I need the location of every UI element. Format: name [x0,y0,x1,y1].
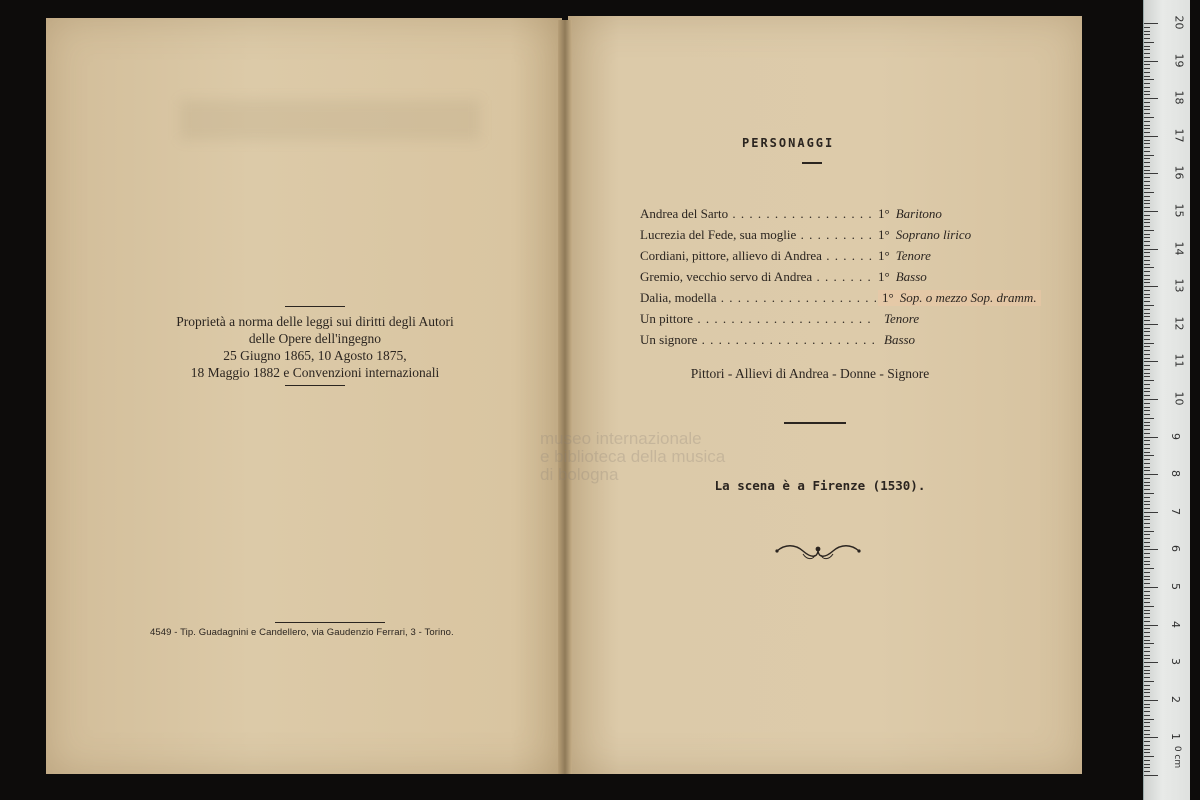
ruler-tick [1144,140,1150,141]
ruler-tick [1144,31,1150,32]
cast-row [640,269,1060,290]
ruler-tick [1144,538,1150,539]
cast-heading: PERSONAGGI [742,136,835,150]
ruler-tick [1144,583,1150,584]
ruler-tick [1144,211,1158,212]
ruler-tick [1144,143,1150,144]
ruler-tick [1144,155,1154,156]
ruler-tick [1144,707,1150,708]
ruler-tick [1144,151,1150,152]
ruler-tick [1144,267,1154,268]
ruler-tick [1144,200,1150,201]
ruler-number: 1 [1169,733,1182,741]
ruler-tick [1144,125,1150,126]
ruler-tick [1144,542,1150,543]
ruler-tick [1144,136,1158,137]
ruler-tick [1144,38,1150,39]
ruler-tick [1144,425,1150,426]
ruler-tick [1144,658,1150,659]
ruler-tick [1144,613,1150,614]
ruler-tick [1144,610,1150,611]
ruler-tick [1144,722,1150,723]
ruler-tick [1144,42,1154,43]
cast-role: Dalia, modella . . . [640,290,876,306]
voice-ordinal: 1° [878,206,890,221]
ruler-tick [1144,595,1150,596]
ruler-tick [1144,147,1150,148]
heading-rule [802,162,822,164]
scene-setting: La scena è a Firenze (1530). [714,478,926,493]
ruler-tick [1144,767,1150,768]
ruler-tick [1144,275,1150,276]
ruler-tick [1144,433,1150,434]
ruler-unit: 0 cm [1172,745,1183,769]
ruler-tick [1144,132,1150,133]
ruler-number: 17 [1172,128,1186,143]
cast-role: Cordiani, pittore, allievo di Andrea . . . [640,248,876,264]
ruler-tick [1144,418,1154,419]
voice-type: Tenore [884,311,920,326]
ruler-tick [1144,628,1150,629]
ruler-tick [1144,734,1150,735]
cast-row [640,206,1060,227]
ruler-tick [1144,297,1150,298]
ruler-tick [1144,91,1150,92]
cast-voice [878,332,915,348]
ruler-number: 2 [1169,695,1182,703]
watermark-line: e biblioteca della musica [540,447,726,466]
voice-type: Basso [884,332,916,347]
ruler-number: 15 [1172,203,1186,218]
ruler-tick [1144,23,1158,24]
ruler-tick [1144,109,1150,110]
ruler-number: 3 [1169,658,1182,666]
ruler-tick [1144,222,1150,223]
ruler-number: 18 [1172,90,1186,105]
ruler-tick [1144,181,1150,182]
ruler-tick [1144,226,1150,227]
ruler-tick [1144,309,1150,310]
ruler-tick [1144,271,1150,272]
book-gutter [558,20,572,774]
ruler-tick [1144,640,1150,641]
ruler-tick [1144,320,1150,321]
ruler-number: 9 [1169,432,1182,440]
ruler-tick [1144,286,1158,287]
printer-imprint [150,622,510,638]
ruler-tick [1144,313,1150,314]
ruler-tick [1144,414,1150,415]
ruler-tick [1144,358,1150,359]
ruler-tick [1144,46,1150,47]
ruler-tick [1144,655,1150,656]
ruler-tick [1144,331,1150,332]
ruler-tick [1144,429,1150,430]
rights-line: 25 Giugno 1865, 10 Agosto 1875, [223,348,407,363]
cast-row [640,290,1060,311]
ruler-tick [1144,557,1150,558]
ruler-number: 20 [1172,15,1186,30]
cast-row [640,311,1060,332]
ruler-tick [1144,572,1150,573]
ruler-tick [1144,343,1154,344]
ruler-tick [1144,76,1150,77]
ruler-tick [1144,106,1150,107]
ruler-tick [1144,741,1150,742]
voice-ordinal: 1° [878,227,890,242]
fleuron-ornament-icon [773,540,863,562]
ruler-tick [1144,501,1150,502]
ruler-number: 4 [1169,620,1182,628]
ruler-tick [1144,79,1154,80]
ruler-number: 10 [1172,391,1186,406]
voice-ordinal: 1° [882,290,894,305]
ruler-tick [1144,685,1150,686]
ruler-tick [1144,282,1150,283]
ruler-tick [1144,632,1150,633]
rights-rule-top [285,306,345,307]
ruler-tick [1144,516,1150,517]
voice-type: Baritono [895,206,942,221]
ruler-tick [1144,760,1150,761]
ruler-tick [1144,643,1154,644]
ruler-tick [1144,482,1150,483]
ruler-tick [1144,34,1150,35]
ruler-tick [1144,422,1150,423]
ruler-tick [1144,128,1150,129]
ruler-tick [1144,470,1150,471]
ruler-tick [1144,459,1150,460]
ruler-tick [1144,700,1158,701]
ruler-tick [1144,745,1150,746]
ruler-tick [1144,681,1154,682]
ruler-tick [1144,403,1150,404]
rights-line: 18 Maggio 1882 e Convenzioni internazionali [190,365,440,380]
ruler-tick [1144,279,1150,280]
ruler-tick [1144,519,1150,520]
ruler-tick [1144,617,1150,618]
ruler-tick [1144,196,1150,197]
ruler-tick [1144,440,1150,441]
ruler-tick [1144,170,1150,171]
ruler-tick [1144,98,1158,99]
ruler-number: 7 [1169,507,1182,515]
ruler-tick [1144,328,1150,329]
ruler-tick [1144,294,1150,295]
cast-role: Lucrezia del Fede, sua moglie . . . [640,227,876,243]
ruler-tick [1144,245,1150,246]
ruler-tick [1144,290,1150,291]
ruler-tick [1144,764,1150,765]
cast-row [640,227,1060,248]
ruler-tick [1144,407,1150,408]
ruler-tick [1144,64,1150,65]
right-page [568,16,1082,774]
imprint-rule [275,622,385,623]
rights-line: Proprietà a norma delle leggi sui diritti degli Autori [176,314,454,329]
ruler-number: 12 [1172,316,1186,331]
ruler-tick [1144,771,1150,772]
ruler-tick [1144,117,1154,118]
watermark-line: museo internazionale [540,429,702,448]
ruler-tick [1144,756,1154,757]
ruler-tick [1144,376,1150,377]
ruler-tick [1144,203,1150,204]
ruler-tick [1144,737,1158,738]
ruler-tick [1144,27,1150,28]
ruler-tick [1144,651,1150,652]
cast-list [640,206,1060,353]
ruler-number: 8 [1169,470,1182,478]
cast-voice [878,269,927,285]
ruler-tick [1144,113,1150,114]
show-through-smudge [180,100,480,140]
ruler-tick [1144,504,1150,505]
ruler-tick [1144,444,1150,445]
ruler-tick [1144,485,1150,486]
ruler-tick [1144,692,1150,693]
ruler-number: 19 [1172,53,1186,68]
ruler-tick [1144,395,1150,396]
ruler-tick [1144,346,1150,347]
ruler-tick [1144,452,1150,453]
ruler-tick [1144,339,1150,340]
ruler-tick [1144,489,1150,490]
ruler-tick [1144,237,1150,238]
ruler-tick [1144,553,1150,554]
ruler-tick [1144,752,1150,753]
ruler-tick [1144,166,1150,167]
ruler-tick [1144,49,1150,50]
ruler-tick [1144,497,1150,498]
ruler-tick [1144,83,1150,84]
ruler-tick [1144,625,1158,626]
cast-role: Un signore . . . [640,332,876,348]
ruler-tick [1144,391,1150,392]
ruler-tick [1144,512,1158,513]
ruler-tick [1144,719,1154,720]
ruler-tick [1144,467,1150,468]
ruler-tick [1144,87,1150,88]
ruler-tick [1144,670,1150,671]
ruler-tick [1144,621,1150,622]
ruler-tick [1144,508,1150,509]
printer-text: 4549 - Tip. Guadagnini e Candellero, via Gaudenzio Ferrari, 3 - Torino. [150,627,454,638]
ruler-tick [1144,523,1150,524]
ruler-tick [1144,775,1158,776]
ruler-tick [1144,448,1150,449]
ruler-tick [1144,689,1150,690]
ruler-number: 5 [1169,583,1182,590]
ruler-tick [1144,730,1150,731]
ruler-tick [1144,647,1150,648]
ruler-tick [1144,666,1150,667]
ruler-tick [1144,264,1150,265]
ruler-tick [1144,534,1150,535]
ruler-tick [1144,260,1150,261]
ruler-tick [1144,474,1158,475]
cast-voice [878,311,919,327]
ruler-tick [1144,380,1154,381]
rights-line: delle Opere dell'ingegno [248,331,382,346]
cast-role: Gremio, vecchio servo di Andrea . . . [640,269,876,285]
ruler-number: 6 [1169,545,1182,553]
ruler-tick [1144,598,1150,599]
cast-role: Un pittore . . . [640,311,876,327]
ruler-tick [1144,241,1150,242]
ruler-tick [1144,57,1150,58]
ruler-tick [1144,711,1150,712]
ruler-tick [1144,662,1158,663]
voice-type: Soprano lirico [895,227,972,242]
ruler-tick [1144,256,1150,257]
ruler-tick [1144,373,1150,374]
cast-row [640,332,1060,353]
cast-voice-highlighted [878,290,1041,306]
ruler-tick [1144,531,1154,532]
ruler-tick [1144,549,1158,550]
ruler-tick [1144,591,1150,592]
chorus-line: Pittori - Allievi di Andrea - Donne - Signore [690,366,930,381]
ruler-tick [1144,564,1150,565]
ruler-tick [1144,455,1154,456]
ruler-tick [1144,354,1150,355]
ruler-tick [1144,121,1150,122]
ruler-tick [1144,546,1150,547]
ruler-tick [1144,704,1150,705]
ruler-tick [1144,234,1150,235]
ruler-tick [1144,715,1150,716]
voice-ordinal: 1° [878,269,890,284]
ruler-tick [1144,399,1158,400]
ruler-tick [1144,677,1150,678]
ruler-tick [1144,324,1158,325]
ruler-tick [1144,252,1150,253]
section-rule [784,422,846,424]
ruler-tick [1144,726,1150,727]
cast-voice [878,248,931,264]
ruler-tick [1144,192,1154,193]
ruler-tick [1144,587,1158,588]
ruler-number: 13 [1172,278,1186,293]
ruler-tick [1144,437,1158,438]
ruler-tick [1144,335,1150,336]
ruler-tick [1144,316,1150,317]
ruler-tick [1144,568,1154,569]
ruler-tick [1144,301,1150,302]
cast-voice [878,206,942,222]
ruler-tick [1144,493,1154,494]
ruler-tick [1144,388,1150,389]
ruler-tick [1144,188,1150,189]
ruler-tick [1144,350,1150,351]
ruler-tick [1144,636,1150,637]
ruler-tick [1144,673,1150,674]
ruler-tick [1144,94,1150,95]
ruler-tick [1144,207,1150,208]
ruler-tick [1144,463,1150,464]
ruler-tick [1144,749,1150,750]
ruler-tick [1144,72,1150,73]
ruler-tick [1144,61,1158,62]
voice-type: Tenore [895,248,931,263]
watermark-line: di bologna [540,465,619,484]
voice-type: Sop. o mezzo Sop. dramm. [899,290,1037,305]
ruler-tick [1144,579,1150,580]
ruler-tick [1144,305,1154,306]
cast-voice [878,227,971,243]
cast-role: Andrea del Sarto . . . [640,206,876,222]
ruler-tick [1144,53,1150,54]
ruler-tick [1144,219,1150,220]
ruler-tick [1144,602,1150,603]
ruler-tick [1144,369,1150,370]
ruler-tick [1144,230,1154,231]
ruler-tick [1144,361,1158,362]
ruler-tick [1144,162,1150,163]
ruler-tick [1144,185,1150,186]
ruler-tick [1144,384,1150,385]
ruler-tick [1144,173,1158,174]
ruler-tick [1144,576,1150,577]
ruler-tick [1144,561,1150,562]
ruler-tick [1144,527,1150,528]
ruler-tick [1144,249,1158,250]
ruler-tick [1144,365,1150,366]
voice-type: Basso [895,269,927,284]
ruler-tick [1144,215,1150,216]
voice-ordinal: 1° [878,248,890,263]
rights-rule-bottom [285,385,345,386]
ruler-tick [1144,606,1154,607]
measurement-ruler [1143,0,1190,800]
ruler-tick [1144,696,1150,697]
rights-notice [150,306,480,386]
ruler-tick [1144,102,1150,103]
ruler-tick [1144,68,1150,69]
ruler-number: 14 [1172,241,1186,256]
ruler-tick [1144,177,1150,178]
ruler-tick [1144,478,1150,479]
ruler-number: 11 [1172,353,1186,368]
ruler-tick [1144,410,1150,411]
ruler-number: 16 [1172,165,1186,180]
cast-row [640,248,1060,269]
ruler-tick [1144,158,1150,159]
